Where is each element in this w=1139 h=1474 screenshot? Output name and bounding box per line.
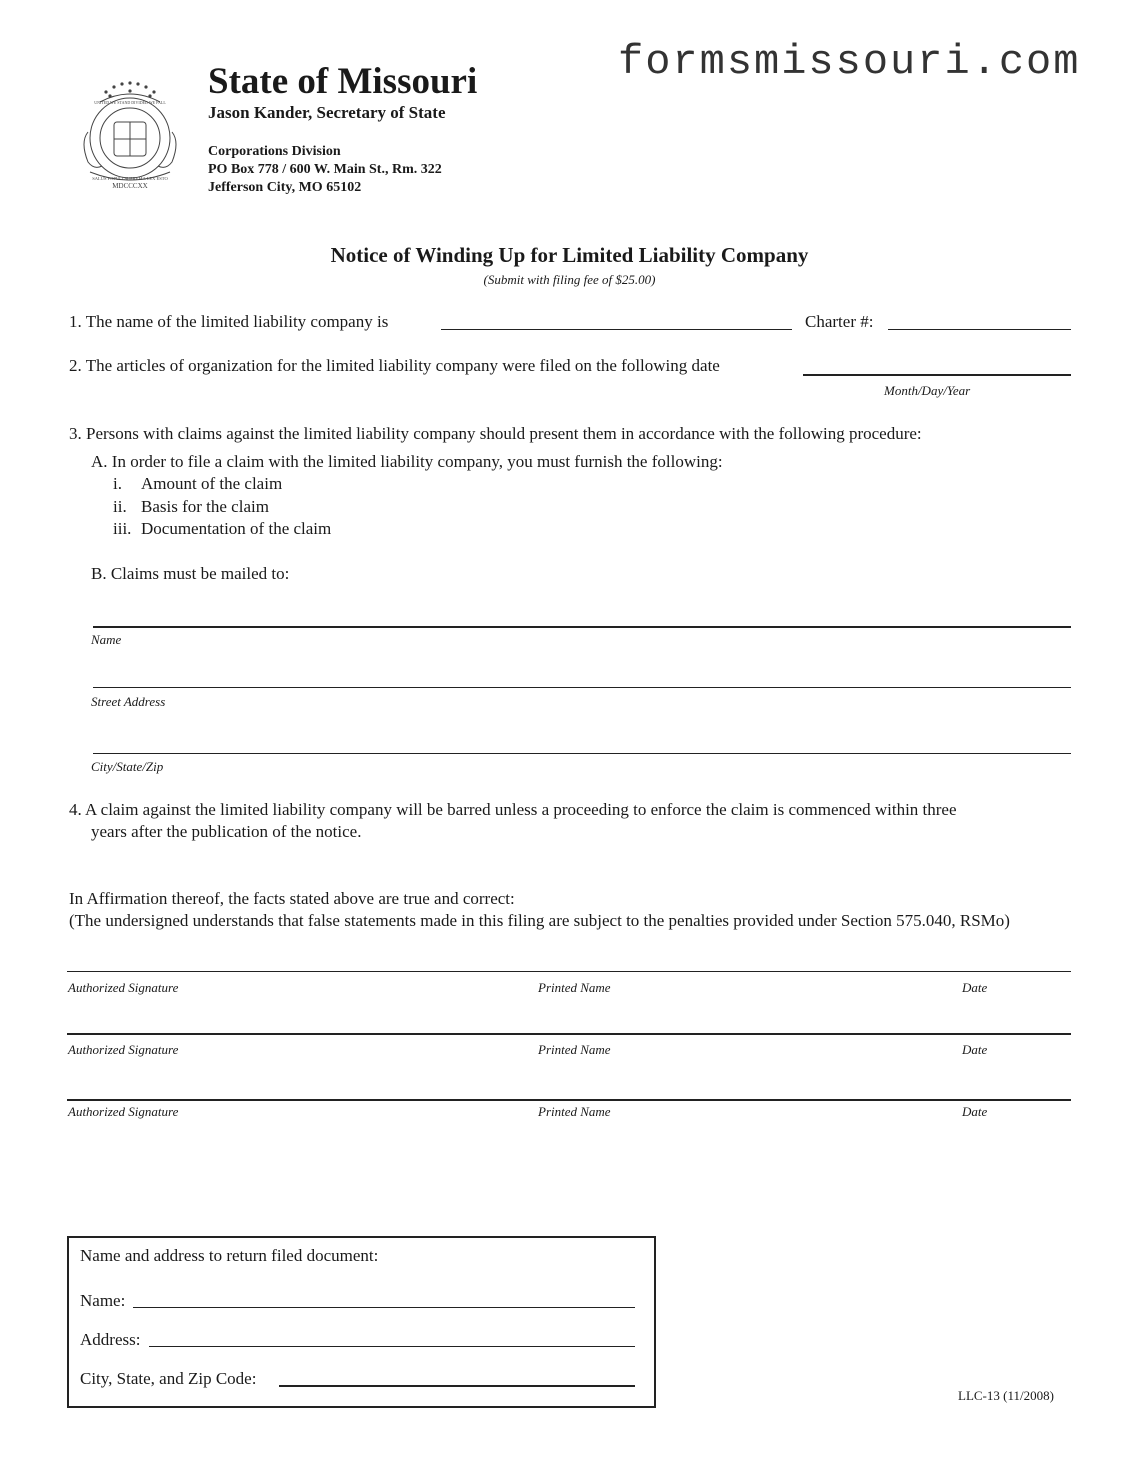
header-address-line1: PO Box 778 / 600 W. Main St., Rm. 322	[208, 162, 442, 177]
sig-caption: Authorized Signature	[68, 980, 179, 995]
return-name-field[interactable]	[133, 1307, 635, 1308]
return-address-label: Address:	[80, 1330, 141, 1349]
header-address-line2: Jefferson City, MO 65102	[208, 180, 362, 195]
printed-name-caption: Printed Name	[538, 1042, 611, 1057]
sig-caption: Authorized Signature	[68, 1042, 179, 1057]
seal-year: MDCCCXX	[112, 182, 148, 190]
date-caption: Date	[962, 980, 988, 995]
form-title: Notice of Winding Up for Limited Liability Company	[330, 243, 809, 267]
item3a-text: A. In order to file a claim with the limited liability company, you must furnish the following:	[91, 452, 723, 471]
city-caption: City/State/Zip	[91, 759, 164, 774]
return-name-label: Name:	[80, 1291, 126, 1310]
form-id: LLC-13 (11/2008)	[958, 1388, 1054, 1403]
list-item-text: Documentation of the claim	[141, 519, 332, 538]
watermark: formsmissouri.com	[618, 38, 1081, 86]
item3b-text: B. Claims must be mailed to:	[91, 564, 290, 583]
missouri-state-seal	[70, 72, 190, 194]
list-item-num: ii.	[113, 497, 127, 516]
header-secretary: Jason Kander, Secretary of State	[208, 103, 446, 122]
item3-label: 3. Persons with claims against the limited liability company should present them in accordance with the following procedure:	[69, 424, 922, 443]
header-state: State of Missouri	[208, 61, 478, 102]
seal-motto: SALUS POPULI SUPREMA LEX ESTO	[92, 176, 168, 181]
list-item-num: i.	[113, 474, 122, 493]
return-address-field[interactable]	[149, 1346, 635, 1347]
date-caption: Date	[962, 1042, 988, 1057]
charter-number-field[interactable]	[888, 329, 1071, 330]
signature-line-2[interactable]	[67, 1033, 1071, 1035]
printed-name-caption: Printed Name	[538, 1104, 611, 1119]
signature-line-1[interactable]	[67, 971, 1071, 972]
printed-name-caption: Printed Name	[538, 980, 611, 995]
form-subtitle: (Submit with filing fee of $25.00)	[483, 272, 656, 287]
item4-line1: 4. A claim against the limited liability company will be barred unless a proceeding to enforce the claim is commenced within three	[69, 800, 957, 819]
claims-name-field[interactable]	[93, 626, 1071, 628]
street-caption: Street Address	[91, 694, 166, 709]
item1-label: 1. The name of the limited liability company is	[69, 312, 389, 331]
return-heading: Name and address to return filed document:	[80, 1246, 379, 1265]
affirmation-line1: In Affirmation thereof, the facts stated above are true and correct:	[69, 889, 515, 908]
filing-date-field[interactable]	[803, 374, 1071, 376]
date-caption: Month/Day/Year	[884, 383, 971, 398]
company-name-field[interactable]	[441, 329, 792, 330]
return-city-label: City, State, and Zip Code:	[80, 1369, 257, 1388]
list-item-text: Basis for the claim	[141, 497, 269, 516]
sig-caption: Authorized Signature	[68, 1104, 179, 1119]
list-item-num: iii.	[113, 519, 132, 538]
affirmation-line2: (The undersigned understands that false statements made in this filing are subject to the penalties provided under Section 575.040, RSMo)	[69, 911, 1010, 930]
date-caption: Date	[962, 1104, 988, 1119]
header-division: Corporations Division	[208, 144, 341, 159]
seal-top-text: UNITED WE STAND DIVIDED WE FALL	[94, 100, 166, 105]
claims-street-field[interactable]	[93, 687, 1071, 688]
charter-label: Charter #:	[805, 312, 874, 331]
item2-label: 2. The articles of organization for the limited liability company were filed on the following date	[69, 356, 720, 375]
signature-line-3[interactable]	[67, 1099, 1071, 1101]
list-item-text: Amount of the claim	[141, 474, 283, 493]
return-city-field[interactable]	[279, 1385, 635, 1387]
name-caption: Name	[91, 632, 122, 647]
claims-city-field[interactable]	[93, 753, 1071, 754]
item4-line2: years after the publication of the notice.	[91, 822, 362, 841]
